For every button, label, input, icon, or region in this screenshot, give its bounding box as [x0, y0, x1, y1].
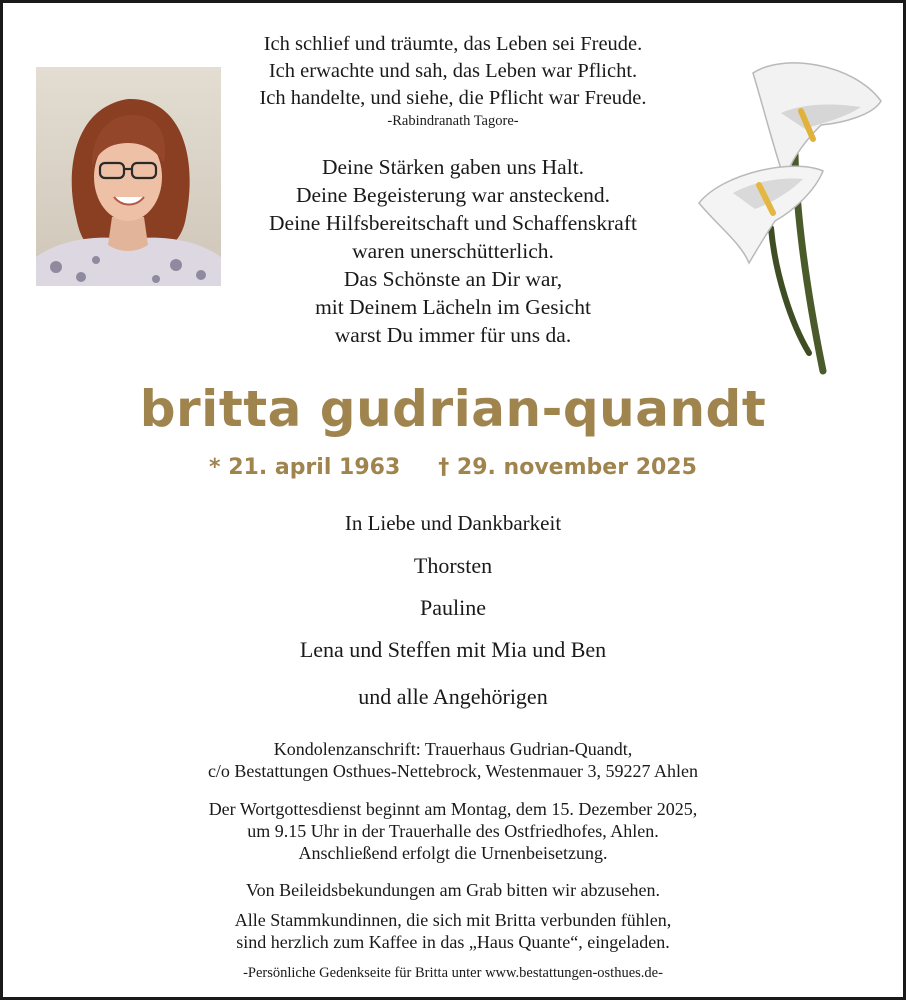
verse-line: Deine Begeisterung war ansteckend.	[295, 183, 611, 207]
service-line: um 9.15 Uhr in der Trauerhalle des Ostfriedhofes, Ahlen.	[247, 821, 659, 841]
poem-line: Ich erwachte und sah, das Leben war Pflicht.	[268, 60, 638, 82]
verse-line: waren unerschütterlich.	[352, 239, 554, 263]
verse-line: mit Deinem Lächeln im Gesicht	[315, 295, 591, 319]
invite-line: Alle Stammkundinnen, die sich mit Britta verbunden fühlen,	[234, 910, 672, 930]
condolence-line: c/o Bestattungen Osthues-Nettebrock, Westenmauer 3, 59227 Ahlen	[207, 761, 699, 781]
condolence-line: Kondolenzanschrift: Trauerhaus Gudrian-Quandt,	[273, 739, 633, 759]
deceased-name: britta gudrian-quandt	[139, 380, 767, 438]
poem-line: Ich handelte, und siehe, die Pflicht war Freude.	[259, 87, 647, 109]
memorial-verse	[3, 153, 903, 349]
mourners-intro: In Liebe und Dankbarkeit	[344, 511, 562, 535]
condolence-request: Von Beileidsbekundungen am Grab bitten wir abzusehen.	[245, 880, 661, 900]
service-details	[3, 798, 903, 864]
mourner-name: Pauline	[420, 595, 486, 620]
mourner-name: Thorsten	[413, 553, 493, 578]
poem	[3, 31, 903, 112]
mourner-name: und alle Angehörigen	[358, 684, 548, 709]
verse-line: Deine Hilfsbereitschaft und Schaffenskraft	[269, 211, 637, 235]
poem-line: Ich schlief und träumte, das Leben sei Freude.	[263, 33, 643, 55]
service-line: Der Wortgottesdienst beginnt am Montag, dem 15. Dezember 2025,	[208, 799, 698, 819]
birth-date: * 21. april 1963	[209, 455, 401, 480]
life-dates	[3, 455, 903, 480]
verse-line: Deine Stärken gaben uns Halt.	[321, 155, 585, 179]
invite-line: sind herzlich zum Kaffee in das „Haus Quante“, eingeladen.	[236, 932, 670, 952]
memorial-page-footer: -Persönliche Gedenkseite für Britta unter www.bestattungen-osthues.de-	[243, 965, 663, 981]
verse-line: warst Du immer für uns da.	[334, 323, 572, 347]
poem-author: -Rabindranath Tagore-	[387, 113, 519, 129]
death-date: † 29. november 2025	[438, 455, 697, 480]
mourner-name: Lena und Steffen mit Mia und Ben	[299, 637, 607, 662]
service-line: Anschließend erfolgt die Urnenbeisetzung.	[298, 843, 608, 863]
condolence-address	[3, 738, 903, 782]
coffee-invitation	[3, 909, 903, 953]
verse-line: Das Schönste an Dir war,	[343, 267, 563, 291]
